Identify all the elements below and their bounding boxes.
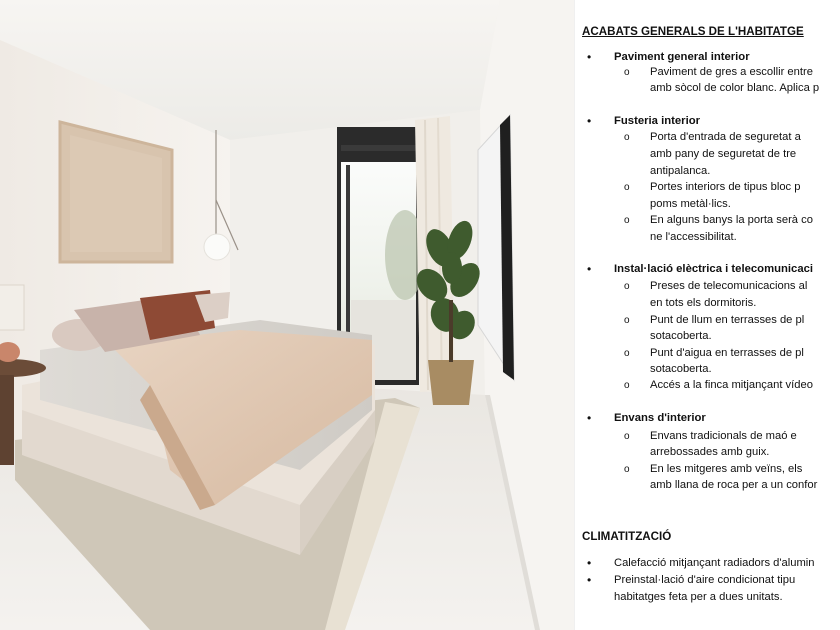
item-line: Portes interiors de tipus bloc p [650, 181, 801, 193]
sub-bullet: o [624, 281, 630, 292]
item-line: sotacoberta. [650, 330, 712, 342]
sub-bullet: o [624, 348, 630, 359]
section-heading: Paviment general interior [614, 51, 750, 63]
item-line: amb llana de roca per a un confor [650, 479, 818, 491]
item-line: sotacoberta. [650, 363, 712, 375]
item-line: En les mitgeres amb veïns, els [650, 463, 803, 475]
item-line: En alguns banys la porta serà co [650, 214, 813, 226]
sub-bullet: o [624, 132, 630, 143]
item-line: Porta d'entrada de seguretat a [650, 131, 801, 143]
item-line: poms metàl·lics. [650, 198, 731, 210]
sub-bullet: o [624, 315, 630, 326]
bullet: • [587, 556, 592, 570]
item-line: Preses de telecomunicacions al [650, 280, 808, 292]
item-line: amb pany de seguretat de tre [650, 148, 797, 160]
sub-bullet: o [624, 431, 630, 442]
item-line: Paviment de gres a escollir entre [650, 66, 813, 78]
doc-title: ACABATS GENERALS DE L'HABITATGE [582, 25, 804, 38]
sub-bullet: o [624, 380, 630, 391]
item-line: ne l'accessibilitat. [650, 231, 737, 243]
item-line: Envans tradicionals de maó e [650, 430, 797, 442]
sub-bullet: o [624, 67, 630, 78]
bullet: • [587, 114, 592, 128]
bullet: • [587, 262, 592, 276]
sub-bullet: o [624, 464, 630, 475]
item-line: amb sòcol de color blanc. Aplica p [650, 82, 820, 94]
specifications-panel [575, 0, 840, 630]
item-line: en tots els dormitoris. [650, 297, 757, 309]
plant-pot [428, 360, 474, 405]
pendant-lamp [204, 234, 230, 260]
sub-bullet: o [624, 182, 630, 193]
item-line: Punt d'aigua en terrasses de pl [650, 347, 804, 359]
item-line: arrebossades amb guix. [650, 446, 770, 458]
table-lamp [0, 285, 24, 330]
section-heading: Envans d'interior [614, 412, 706, 424]
item-line: habitatges feta per a dues unitats. [614, 591, 783, 603]
section-heading: Fusteria interior [614, 115, 701, 127]
bullet: • [587, 411, 592, 425]
item-line: Calefacció mitjançant radiadors d'alumin [614, 557, 815, 569]
climate-heading: CLIMATITZACIÓ [582, 530, 672, 543]
item-line: Accés a la finca mitjançant vídeo [650, 379, 813, 391]
item-line: Preinstal·lació d'aire condicionat tipu [614, 574, 796, 586]
item-line: Punt de llum en terrasses de pl [650, 314, 805, 326]
section-heading: Instal·lació elèctrica i telecomunicaci [614, 263, 814, 275]
bullet: • [587, 573, 592, 587]
bullet: • [587, 50, 592, 64]
item-line: antipalanca. [650, 165, 711, 177]
sub-bullet: o [624, 215, 630, 226]
